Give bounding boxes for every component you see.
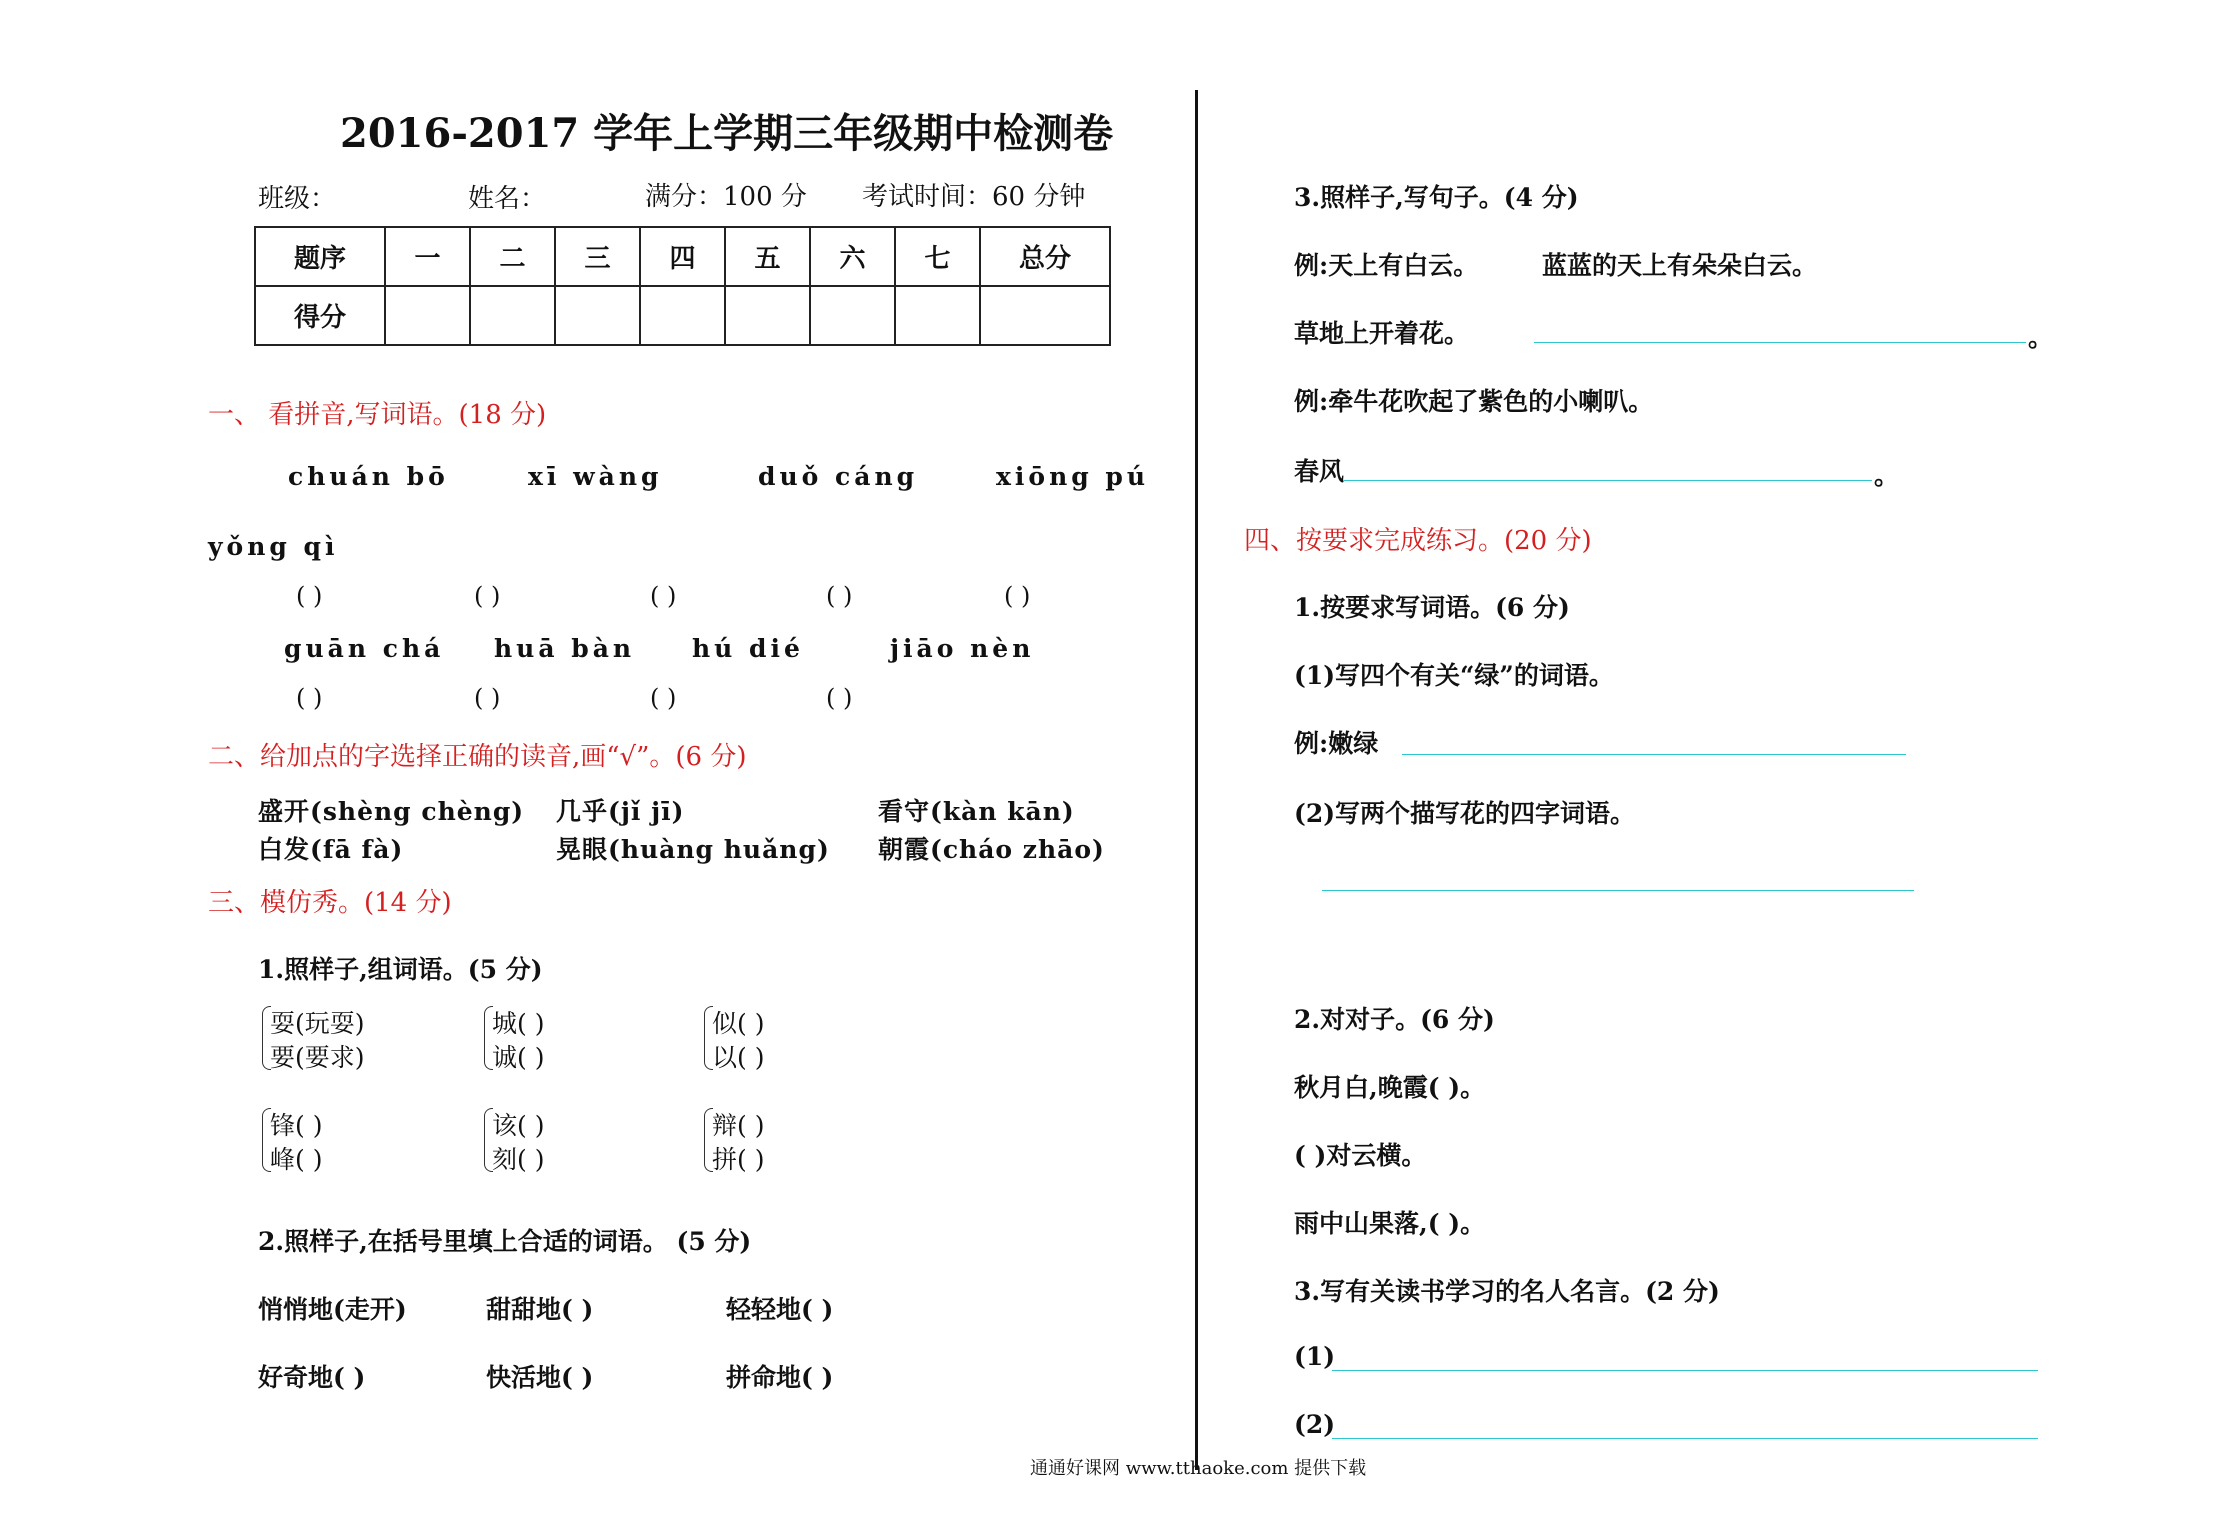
word-group-item: 耍(玩耍) [270,1009,365,1038]
word-group-item[interactable]: 辩( ) [712,1111,765,1140]
answer-parens[interactable]: ( ) [650,582,677,610]
example-word: 例:嫩绿 [1294,729,1379,758]
class-label: 班级： [258,184,337,214]
answer-line[interactable] [1332,1438,2038,1439]
score-table-score-row [255,286,1110,345]
pinyin-item: duǒ cáng [758,462,919,491]
table-cell: 五 [725,227,810,286]
answer-parens[interactable]: ( ) [650,684,677,712]
answer-parens[interactable]: ( ) [826,582,853,610]
column-divider [1195,90,1198,1470]
score-input-cell[interactable] [895,286,980,345]
score-table [254,226,1111,346]
pinyin-item: xiōng pú [996,462,1150,491]
score-input-cell[interactable] [385,286,470,345]
table-cell: 得分 [255,286,385,345]
question-4-2: 2.对对子。(6 分) [1294,1005,1495,1034]
question-4-1: 1.按要求写词语。(6 分) [1294,593,1570,622]
fill-item[interactable]: 快活地( ) [486,1363,594,1392]
question-3-2: 2.照样子,在括号里填上合适的词语。 (5 分) [258,1227,752,1256]
word-group-item[interactable]: 该( ) [492,1111,545,1140]
exam-time: 考试时间：60 分钟 [862,182,1086,212]
answer-line[interactable] [1332,1370,2038,1371]
score-input-cell[interactable] [470,286,555,345]
exam-title: 2016-2017 学年上学期三年级期中检测卷 [340,110,1114,157]
table-cell: 总分 [980,227,1110,286]
footer-credit: 通通好课网 www.tthaoke.com 提供下载 [1030,1458,1367,1479]
fill-item[interactable]: 好奇地( ) [258,1363,366,1392]
reading-choice[interactable]: 看守(kàn kān) [878,797,1075,826]
period-mark: 。 [2028,323,2054,352]
fill-item: 悄悄地(走开) [258,1295,407,1324]
answer-line[interactable] [1534,342,2026,343]
example-sentence: 例:天上有白云。 [1294,251,1479,280]
answer-line[interactable] [1322,890,1914,891]
pinyin-item: xī wàng [528,462,663,491]
question-4-1-b: (2)写两个描写花的四字词语。 [1294,799,1636,828]
answer-parens[interactable]: ( ) [1004,582,1031,610]
reading-choice[interactable]: 白发(fā fà) [258,835,404,864]
sentence-prompt: 草地上开着花。 [1294,319,1470,348]
word-group-item[interactable]: 以( ) [712,1043,765,1072]
score-input-cell[interactable] [810,286,895,345]
word-group-item[interactable]: 城( ) [492,1009,545,1038]
score-input-cell[interactable] [725,286,810,345]
pinyin-item: chuán bō [288,462,449,491]
couplet-item[interactable]: ( )对云横。 [1294,1141,1427,1170]
table-cell: 三 [555,227,640,286]
fill-item[interactable]: 拼命地( ) [726,1363,834,1392]
example-sentence-expanded: 蓝蓝的天上有朵朵白云。 [1542,251,1818,280]
reading-choice[interactable]: 晃眼(huàng huǎng) [556,835,830,864]
answer-parens[interactable]: ( ) [296,582,323,610]
answer-parens[interactable]: ( ) [296,684,323,712]
question-3-1: 1.照样子,组词语。(5 分) [258,955,543,984]
word-group-item[interactable]: 刻( ) [492,1145,545,1174]
table-cell: 一 [385,227,470,286]
table-cell: 七 [895,227,980,286]
word-group-item[interactable]: 拼( ) [712,1145,765,1174]
word-group-item[interactable]: 似( ) [712,1009,765,1038]
section-3-title: 三、模仿秀。(14 分) [208,888,452,918]
answer-line[interactable] [1344,480,1872,481]
example-sentence: 例:牵牛花吹起了紫色的小喇叭。 [1294,387,1654,416]
pinyin-item: yǒng qì [208,532,339,561]
reading-choice[interactable]: 盛开(shèng chèng) [258,797,525,826]
answer-parens[interactable]: ( ) [474,684,501,712]
pinyin-item: guān chá [284,634,445,663]
section-1-title: 一、 看拼音,写词语。(18 分) [208,400,547,430]
score-input-cell[interactable] [555,286,640,345]
quote-number: (2) [1294,1410,1336,1439]
score-input-cell[interactable] [640,286,725,345]
word-group-item[interactable]: 峰( ) [270,1145,323,1174]
table-cell: 六 [810,227,895,286]
full-score: 满分：100 分 [645,182,807,212]
table-cell: 四 [640,227,725,286]
word-group-item[interactable]: 诚( ) [492,1043,545,1072]
pinyin-item: hú dié [692,634,804,663]
table-cell: 二 [470,227,555,286]
question-4-3: 3.写有关读书学习的名人名言。(2 分) [1294,1277,1720,1306]
fill-item[interactable]: 甜甜地( ) [486,1295,594,1324]
fill-item[interactable]: 轻轻地( ) [726,1295,834,1324]
period-mark: 。 [1874,461,1900,490]
answer-parens[interactable]: ( ) [474,582,501,610]
name-label: 姓名： [468,184,547,214]
couplet-item[interactable]: 雨中山果落,( )。 [1294,1209,1486,1238]
quote-number: (1) [1294,1342,1336,1371]
couplet-item[interactable]: 秋月白,晚霞( )。 [1294,1073,1486,1102]
pinyin-item: jiāo nèn [890,634,1035,663]
reading-choice[interactable]: 朝霞(cháo zhāo) [878,835,1105,864]
pinyin-item: huā bàn [494,634,636,663]
score-input-cell[interactable] [980,286,1110,345]
table-cell: 题序 [255,227,385,286]
score-table-header-row [255,227,1110,286]
sentence-prompt: 春风 [1294,457,1345,486]
answer-parens[interactable]: ( ) [826,684,853,712]
section-2-title: 二、给加点的字选择正确的读音,画“√”。(6 分) [208,742,747,772]
question-3-3: 3.照样子,写句子。(4 分) [1294,183,1579,212]
answer-line[interactable] [1402,754,1906,755]
question-4-1-a: (1)写四个有关“绿”的词语。 [1294,661,1614,690]
reading-choice[interactable]: 几乎(jǐ jī) [556,797,685,826]
word-group-item: 要(要求) [270,1043,365,1072]
word-group-item[interactable]: 锋( ) [270,1111,323,1140]
section-4-title: 四、按要求完成练习。(20 分) [1244,526,1592,556]
